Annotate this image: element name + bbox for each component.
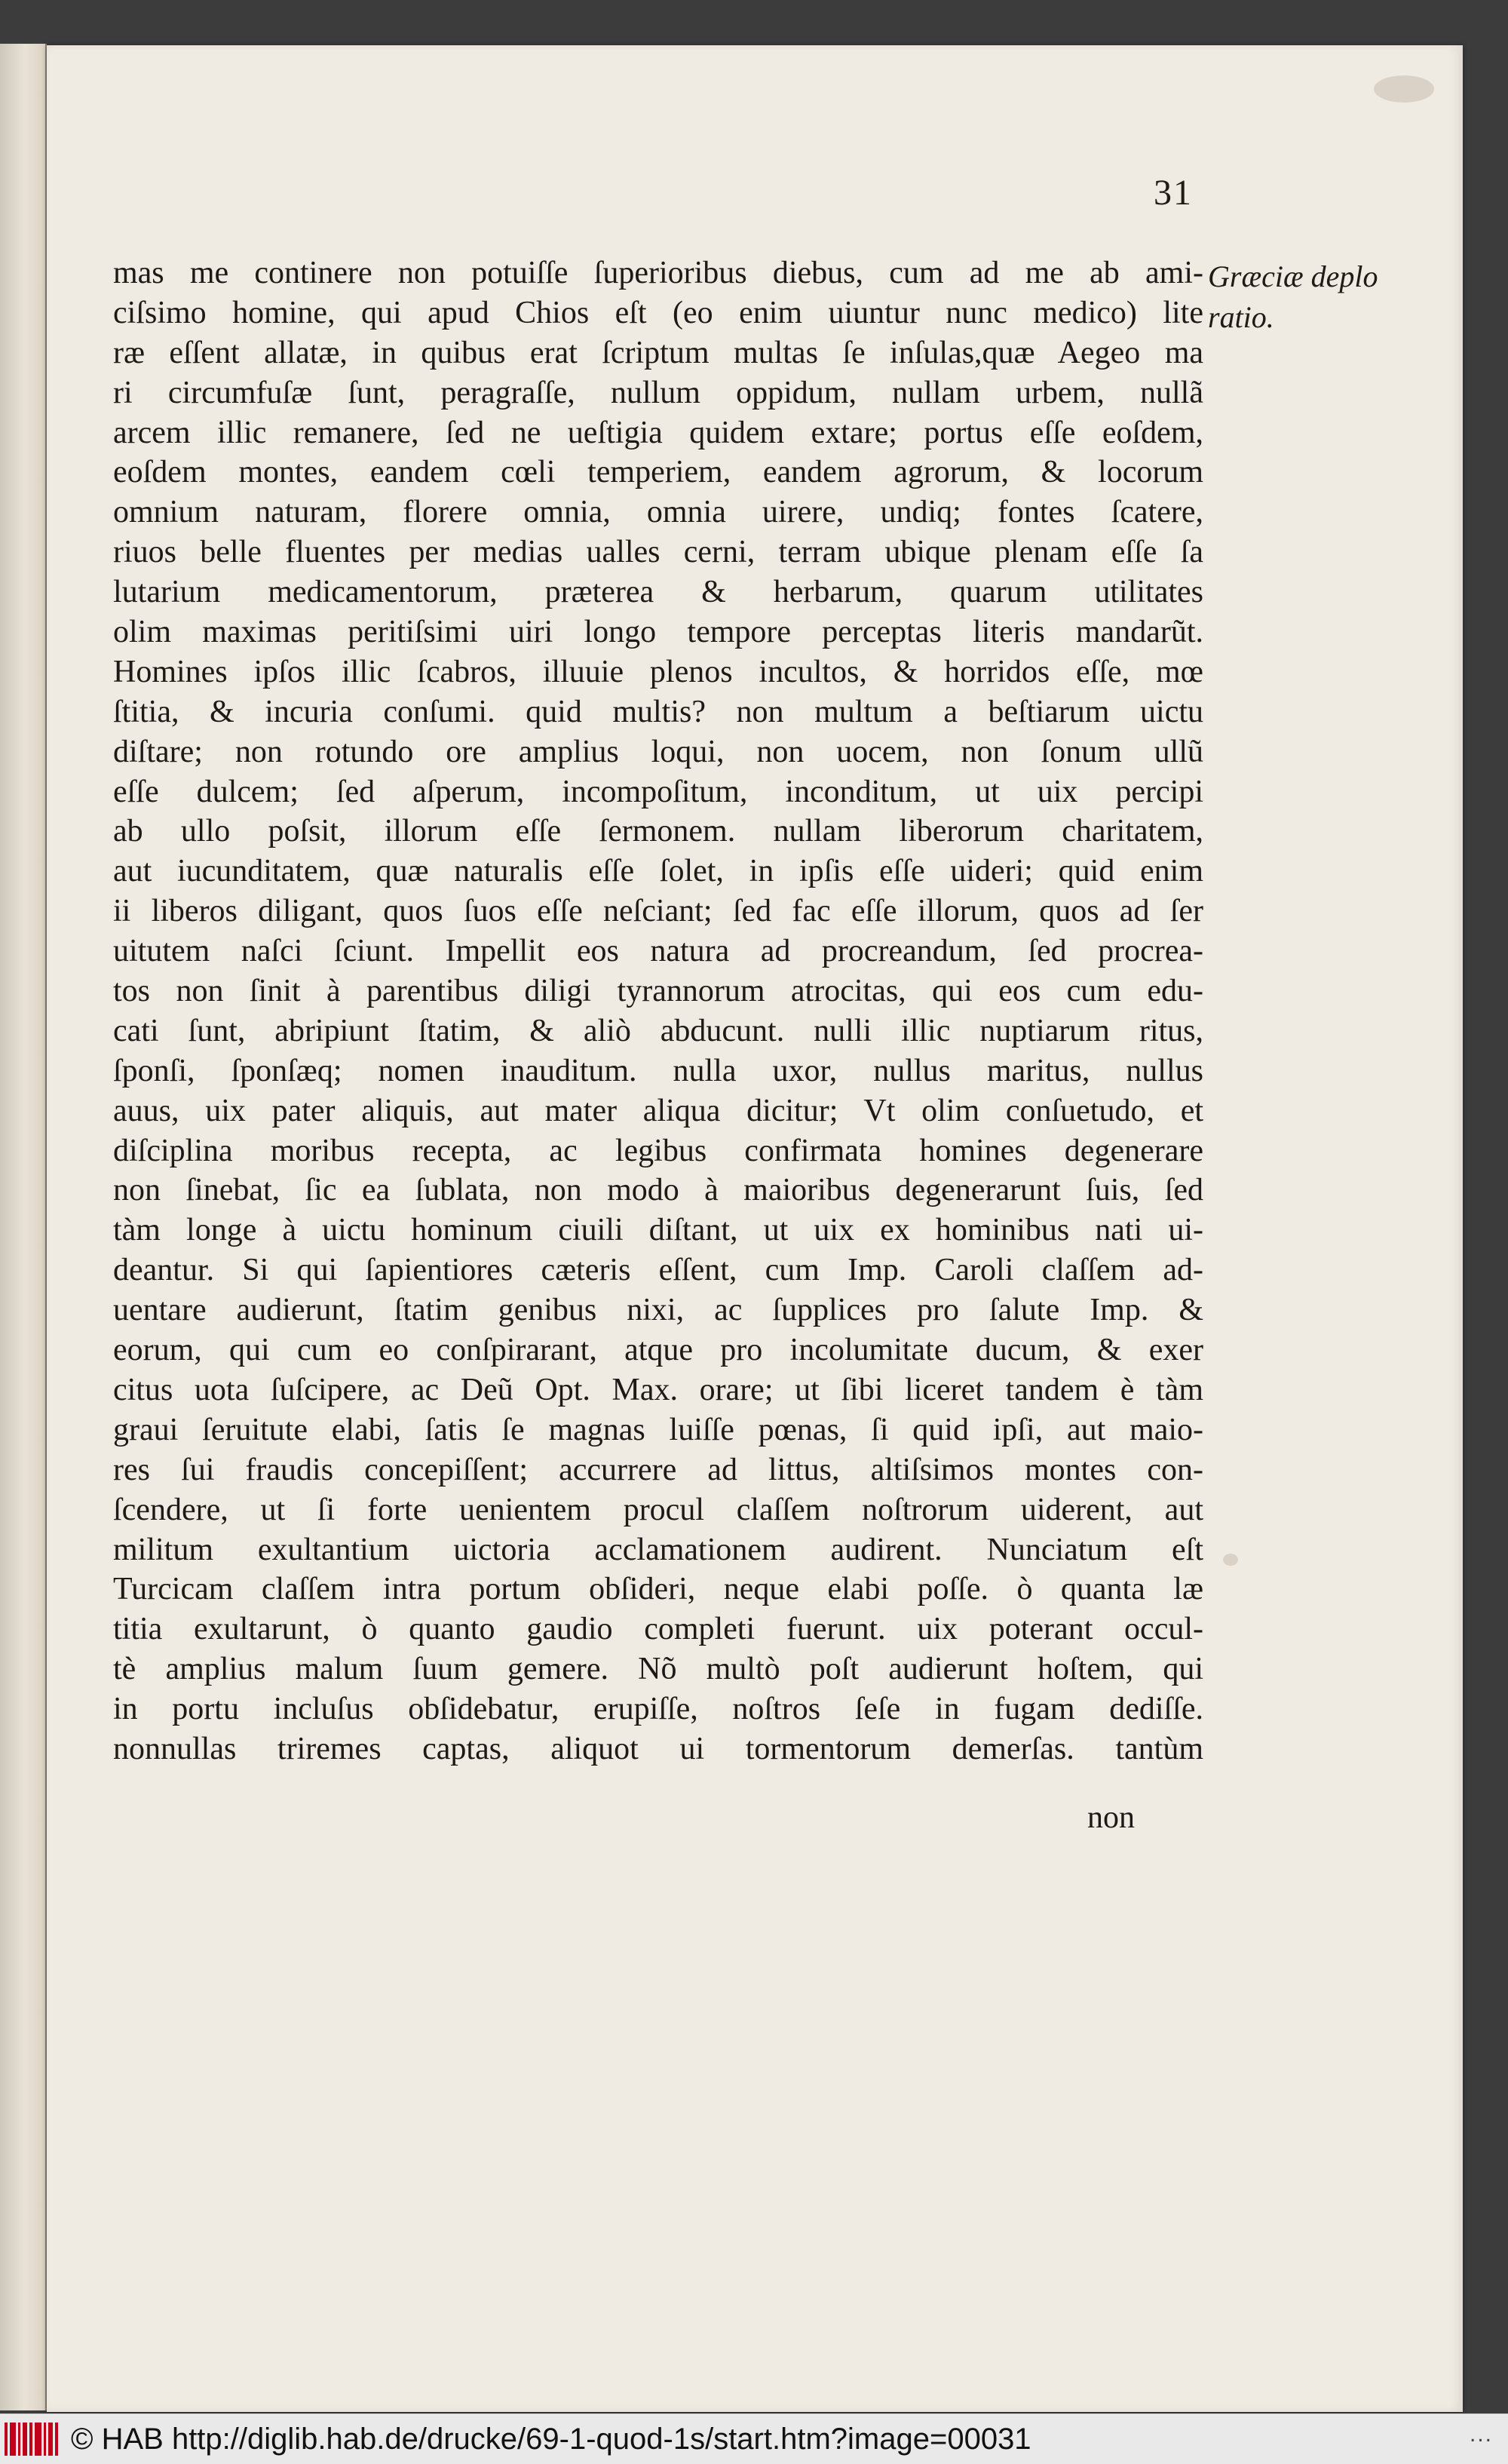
catchword: non xyxy=(1087,1800,1135,1835)
page-number: 31 xyxy=(1154,173,1193,213)
text-line: in portu incluſus obſidebatur, erupiſſe, noſtros ſeſe in fugam dediſſe. xyxy=(113,1692,1203,1727)
text-line: auus, uix pater aliquis, aut mater aliqua dicitur; Vt olim conſuetudo, et xyxy=(113,1093,1203,1128)
text-line: militum exultantium uictoria acclamationem audirent. Nunciatum eſt xyxy=(113,1532,1203,1567)
text-line: lutarium medicamentorum, præterea & herbarum, quarum utilitates xyxy=(113,575,1203,610)
text-line: res ſui fraudis concepiſſent; accurrere ad littus, altiſsimos montes con- xyxy=(113,1452,1203,1487)
text-line: eorum, qui cum eo conſpirarant, atque pro incolumitate ducum, & exer xyxy=(113,1333,1203,1368)
text-line: mas me continere non potuiſſe ſuperioribus diebus, cum ad me ab ami- xyxy=(113,256,1203,290)
text-line: eſſe dulcem; ſed aſperum, incompoſitum, inconditum, ut uix percipi xyxy=(113,774,1203,809)
text-line: non ſinebat, ſic ea ſublata, non modo à maioribus degenerarunt ſuis, ſed xyxy=(113,1173,1203,1208)
text-line: ræ eſſent allatæ, in quibus erat ſcriptum multas ſe inſulas,quæ Aegeo ma xyxy=(113,335,1203,370)
text-line: ciſsimo homine, qui apud Chios eſt (eo enim uiuntur nunc medico) lite xyxy=(113,295,1203,330)
text-line: ſponſi, ſponſæq; nomen inauditum. nulla uxor, nullus maritus, nullus xyxy=(113,1053,1203,1088)
text-line: uitutem naſci ſciunt. Impellit eos natura ad procreandum, ſed procrea- xyxy=(113,934,1203,969)
text-line: ii liberos diligant, quos ſuos eſſe neſciant; ſed fac eſſe illorum, quos ad ſer xyxy=(113,894,1203,929)
text-line: tè amplius malum ſuum gemere. Nõ multò poſt audierunt hoſtem, qui xyxy=(113,1652,1203,1687)
text-line: ſcendere, ut ſi forte uenientem procul claſſem noſtrorum uiderent, aut xyxy=(113,1492,1203,1527)
text-line: omnium naturam, florere omnia, omnia uirere, undiq; fontes ſcatere, xyxy=(113,495,1203,530)
facing-page-edge xyxy=(0,44,47,2410)
body-text xyxy=(113,253,1203,1769)
status-bar xyxy=(0,2413,1508,2464)
text-line: diſtare; non rotundo ore amplius loqui, non uocem, non ſonum ullũ xyxy=(113,734,1203,769)
text-line: deantur. Si qui ſapientiores cæteris eſſent, cum Imp. Caroli claſſem ad- xyxy=(113,1253,1203,1288)
text-line: ſtitia, & incuria conſumi. quid multis? non multum a beſtiarum uictu xyxy=(113,694,1203,729)
text-line: uentare audierunt, ſtatim genibus nixi, ac ſupplices pro ſalute Imp. & xyxy=(113,1293,1203,1328)
hab-barcode-logo-icon xyxy=(0,2423,68,2456)
text-line: nonnullas triremes captas, aliquot ui tormentorum demerſas. tantùm xyxy=(113,1731,1203,1766)
text-line: ab ullo poſsit, illorum eſſe ſermonem. nullam liberorum charitatem, xyxy=(113,814,1203,849)
gutter-binding-marks xyxy=(30,44,45,2410)
book-page xyxy=(47,45,1463,2412)
text-line: ri circumfuſæ ſunt, peragraſſe, nullum oppidum, nullam urbem, nullã xyxy=(113,375,1203,410)
more-icon[interactable]: ... xyxy=(1469,2422,1493,2447)
paper-stain xyxy=(1223,1554,1238,1566)
text-line: graui ſeruitute elabi, ſatis ſe magnas luiſſe pœnas, ſi quid ipſi, aut maio- xyxy=(113,1412,1203,1447)
paper-stain xyxy=(1374,75,1434,103)
text-line: diſciplina moribus recepta, ac legibus confirmata homines degenerare xyxy=(113,1133,1203,1168)
marginal-note xyxy=(1208,256,1378,338)
text-line: cati ſunt, abripiunt ſtatim, & aliò abducunt. nulli illic nuptiarum ritus, xyxy=(113,1013,1203,1048)
text-line: titia exultarunt, ò quanto gaudio completi fuerunt. uix poterant occul- xyxy=(113,1612,1203,1647)
text-line: tàm longe à uictu hominum ciuili diſtant, ut uix ex hominibus nati ui- xyxy=(113,1213,1203,1248)
text-line: citus uota ſuſcipere, ac Deũ Opt. Max. orare; ut ſibi liceret tandem è tàm xyxy=(113,1372,1203,1407)
text-line: Turcicam claſſem intra portum obſideri, neque elabi poſſe. ò quanta læ xyxy=(113,1572,1203,1607)
marginal-note-line: ratio. xyxy=(1208,300,1274,334)
marginal-note-line: Græciæ deplo xyxy=(1208,259,1378,293)
text-line: tos non ſinit à parentibus diligi tyrannorum atrocitas, qui eos cum edu- xyxy=(113,974,1203,1009)
text-line: eoſdem montes, eandem cœli temperiem, eandem agrorum, & locorum xyxy=(113,455,1203,490)
text-line: arcem illic remanere, ſed ne ueſtigia quidem extare; portus eſſe eoſdem, xyxy=(113,415,1203,450)
text-line: riuos belle fluentes per medias ualles cerni, terram ubique plenam eſſe ſa xyxy=(113,535,1203,570)
text-line: Homines ipſos illic ſcabros, illuuie plenos incultos, & horridos eſſe, mœ xyxy=(113,654,1203,689)
copyright-url[interactable]: © HAB http://diglib.hab.de/drucke/69-1-quod-1s/start.htm?image=00031 xyxy=(71,2422,1031,2456)
text-line: olim maximas peritiſsimi uiri longo tempore perceptas literis mandarũt. xyxy=(113,615,1203,650)
text-line: aut iucunditatem, quæ naturalis eſſe ſolet, in ipſis eſſe uideri; quid enim xyxy=(113,854,1203,889)
